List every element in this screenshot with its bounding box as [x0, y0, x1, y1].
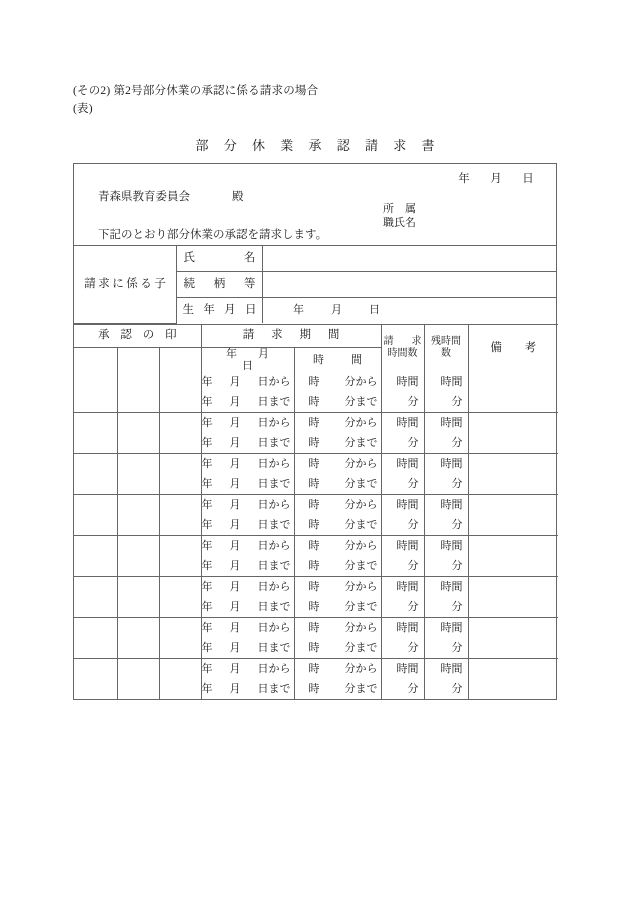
- period-time-from: 時 分から: [308, 662, 378, 675]
- form-frame: [73, 163, 557, 700]
- remaining-hours-unit: 時間: [440, 580, 463, 593]
- child-info-table: [74, 246, 556, 324]
- request-hours-cell[interactable]: [381, 576, 424, 617]
- child-relation-value[interactable]: [263, 272, 557, 298]
- approval-seal-cell-2[interactable]: [117, 658, 159, 699]
- approval-seal-slot-1-header: [74, 347, 117, 372]
- period-time-cell[interactable]: [294, 494, 381, 535]
- approval-seal-slot-2-header: [117, 347, 159, 372]
- period-date-cell[interactable]: [201, 576, 294, 617]
- child-birthdate-label: 生年月日: [177, 298, 263, 324]
- remaining-minutes-unit: 分: [451, 641, 463, 654]
- period-time-from: 時 分から: [308, 580, 378, 593]
- remaining-minutes-unit: 分: [451, 559, 463, 572]
- approval-seal-cell-3[interactable]: [159, 658, 201, 699]
- remaining-minutes-unit: 分: [451, 600, 463, 613]
- approval-seal-cell-1[interactable]: [74, 372, 117, 413]
- remaining-minutes-unit: 分: [451, 682, 463, 695]
- period-time-to: 時 分まで: [308, 436, 378, 449]
- period-date-to: 年 月 日まで: [201, 641, 291, 654]
- request-rows-body: [74, 372, 558, 699]
- child-section-label: 請求に係る子: [74, 246, 177, 323]
- submission-date-year: 年: [458, 173, 470, 185]
- affiliation-label: 所 属: [383, 203, 416, 215]
- approval-seal-cell-2[interactable]: [117, 576, 159, 617]
- remaining-hours-cell[interactable]: [424, 617, 468, 658]
- approval-seal-cell-1[interactable]: [74, 617, 117, 658]
- remaining-minutes-unit: 分: [451, 395, 463, 408]
- period-time-cell[interactable]: [294, 372, 381, 413]
- period-time-to: 時 分まで: [308, 395, 378, 408]
- remaining-hours-unit: 時間: [440, 539, 463, 552]
- period-time-cell[interactable]: [294, 535, 381, 576]
- addressee-honorific: 殿: [232, 191, 244, 203]
- request-hours-cell[interactable]: [381, 535, 424, 576]
- col-header-approval-seal: 承 認 の 印: [97, 329, 181, 342]
- request-hours-unit: 時間: [396, 457, 419, 470]
- remaining-hours-cell[interactable]: [424, 658, 468, 699]
- period-time-from: 時 分から: [308, 375, 378, 388]
- remarks-cell[interactable]: [468, 453, 558, 494]
- approval-seal-cell-1[interactable]: [74, 535, 117, 576]
- col-header-remarks: 備 考: [468, 324, 558, 372]
- remarks-cell[interactable]: [468, 576, 558, 617]
- request-statement: 下記のとおり部分休業の承認を請求します。: [98, 229, 328, 241]
- remarks-cell[interactable]: [468, 535, 558, 576]
- period-date-from: 年 月 日から: [201, 498, 291, 511]
- request-hours-cell[interactable]: [381, 412, 424, 453]
- period-date-to: 年 月 日まで: [201, 518, 291, 531]
- request-minutes-unit: 分: [407, 641, 419, 654]
- request-hours-unit: 時間: [396, 580, 419, 593]
- table-row: [74, 412, 558, 453]
- approval-seal-cell-1[interactable]: [74, 576, 117, 617]
- period-date-cell[interactable]: [201, 372, 294, 413]
- child-birth-year: 年: [293, 304, 304, 317]
- addressee-line: [98, 188, 244, 204]
- applicant-block: [383, 202, 416, 230]
- period-date-from: 年 月 日から: [201, 416, 291, 429]
- table-row: [74, 535, 558, 576]
- remaining-hours-unit: 時間: [440, 375, 463, 388]
- table-row: [74, 576, 558, 617]
- remaining-hours-cell[interactable]: [424, 412, 468, 453]
- period-date-to: 年 月 日まで: [201, 436, 291, 449]
- approval-seal-cell-2[interactable]: [117, 412, 159, 453]
- child-relation-label: 続柄等: [177, 272, 263, 298]
- period-date-from: 年 月 日から: [201, 662, 291, 675]
- request-hours-cell[interactable]: [381, 658, 424, 699]
- approval-seal-cell-3[interactable]: [159, 535, 201, 576]
- period-time-from: 時 分から: [308, 621, 378, 634]
- period-time-cell[interactable]: [294, 576, 381, 617]
- col-header-request-period: 請 求 期 間: [201, 324, 381, 347]
- period-date-from: 年 月 日から: [201, 375, 291, 388]
- table-row: [74, 372, 558, 413]
- child-birth-month: 月: [331, 304, 342, 317]
- approval-seal-cell-2[interactable]: [117, 535, 159, 576]
- period-date-from: 年 月 日から: [201, 621, 291, 634]
- period-time-cell[interactable]: [294, 412, 381, 453]
- request-minutes-unit: 分: [407, 600, 419, 613]
- request-hours-unit: 時間: [396, 375, 419, 388]
- request-hours-cell[interactable]: [381, 617, 424, 658]
- job-and-name-label: 職氏名: [383, 217, 416, 229]
- col-header-remaining-hours: 残時間 数: [424, 324, 468, 372]
- approval-seal-cell-3[interactable]: [159, 372, 201, 413]
- remaining-hours-cell[interactable]: [424, 576, 468, 617]
- remaining-minutes-unit: 分: [451, 518, 463, 531]
- period-date-cell[interactable]: [201, 494, 294, 535]
- approval-seal-cell-2[interactable]: [117, 494, 159, 535]
- approval-seal-cell-2[interactable]: [117, 453, 159, 494]
- period-date-from: 年 月 日から: [201, 457, 291, 470]
- period-date-cell[interactable]: [201, 658, 294, 699]
- remaining-hours-unit: 時間: [440, 498, 463, 511]
- col-header-request-hours: 請 求 時間数: [381, 324, 424, 372]
- approval-seal-cell-3[interactable]: [159, 412, 201, 453]
- request-hours-unit: 時間: [396, 621, 419, 634]
- remaining-hours-cell[interactable]: [424, 372, 468, 413]
- request-minutes-unit: 分: [407, 559, 419, 572]
- period-time-from: 時 分から: [308, 416, 378, 429]
- table-row: [74, 453, 558, 494]
- period-date-cell[interactable]: [201, 453, 294, 494]
- period-time-to: 時 分まで: [308, 518, 378, 531]
- request-hours-cell[interactable]: [381, 372, 424, 413]
- submission-date-month: 月: [490, 173, 502, 185]
- approval-seal-cell-3[interactable]: [159, 576, 201, 617]
- submission-date-line: [448, 170, 544, 186]
- approval-seal-cell-3[interactable]: [159, 494, 201, 535]
- period-time-from: 時 分から: [308, 539, 378, 552]
- remarks-cell[interactable]: [468, 372, 558, 413]
- period-date-from: 年 月 日から: [201, 580, 291, 593]
- remaining-hours-cell[interactable]: [424, 494, 468, 535]
- form-header-block: [74, 164, 556, 246]
- remaining-hours-unit: 時間: [440, 662, 463, 675]
- request-hours-unit: 時間: [396, 416, 419, 429]
- approval-seal-cell-1[interactable]: [74, 494, 117, 535]
- period-time-to: 時 分まで: [308, 559, 378, 572]
- child-birth-day: 日: [369, 304, 380, 317]
- period-time-cell[interactable]: [294, 658, 381, 699]
- table-row: [74, 658, 558, 699]
- remarks-cell[interactable]: [468, 412, 558, 453]
- period-date-from: 年 月 日から: [201, 539, 291, 552]
- remaining-hours-unit: 時間: [440, 416, 463, 429]
- col-header-period-time: 時 間: [294, 347, 381, 372]
- request-hours-unit: 時間: [396, 498, 419, 511]
- approval-seal-cell-2[interactable]: [117, 372, 159, 413]
- approval-seal-slot-3-header: [159, 347, 201, 372]
- table-row: [74, 617, 558, 658]
- remarks-cell[interactable]: [468, 617, 558, 658]
- remarks-cell[interactable]: [468, 494, 558, 535]
- request-hours-cell[interactable]: [381, 494, 424, 535]
- form-variant-caption-line1: (その2) 第2号部分休業の承認に係る請求の場合: [73, 85, 319, 97]
- approval-seal-cell-1[interactable]: [74, 412, 117, 453]
- table-header-row-1: [74, 324, 558, 347]
- table-row: [74, 494, 558, 535]
- child-name-label: 氏名: [177, 246, 263, 272]
- period-time-to: 時 分まで: [308, 641, 378, 654]
- approval-seal-cell-1[interactable]: [74, 453, 117, 494]
- col-header-period-date: 年 月日: [201, 347, 294, 372]
- child-name-value[interactable]: [263, 246, 557, 272]
- period-date-to: 年 月 日まで: [201, 477, 291, 490]
- form-variant-caption-line2: (表): [73, 103, 93, 115]
- period-date-cell[interactable]: [201, 412, 294, 453]
- period-date-to: 年 月 日まで: [201, 395, 291, 408]
- approval-seal-cell-2[interactable]: [117, 617, 159, 658]
- approval-seal-cell-1[interactable]: [74, 658, 117, 699]
- period-date-cell[interactable]: [201, 617, 294, 658]
- period-time-to: 時 分まで: [308, 600, 378, 613]
- table-row: [74, 246, 556, 272]
- request-minutes-unit: 分: [407, 395, 419, 408]
- period-time-to: 時 分まで: [308, 682, 378, 695]
- period-date-to: 年 月 日まで: [201, 682, 291, 695]
- remaining-hours-cell[interactable]: [424, 535, 468, 576]
- request-hours-unit: 時間: [396, 662, 419, 675]
- request-minutes-unit: 分: [407, 518, 419, 531]
- approval-seal-cell-3[interactable]: [159, 617, 201, 658]
- period-date-cell[interactable]: [201, 535, 294, 576]
- request-hours-unit: 時間: [396, 539, 419, 552]
- remaining-hours-unit: 時間: [440, 621, 463, 634]
- request-hours-cell[interactable]: [381, 453, 424, 494]
- remaining-minutes-unit: 分: [451, 477, 463, 490]
- period-date-to: 年 月 日まで: [201, 559, 291, 572]
- period-time-from: 時 分から: [308, 498, 378, 511]
- request-minutes-unit: 分: [407, 477, 419, 490]
- period-time-from: 時 分から: [308, 457, 378, 470]
- request-minutes-unit: 分: [407, 682, 419, 695]
- remaining-minutes-unit: 分: [451, 436, 463, 449]
- submission-date-day: 日: [522, 173, 534, 185]
- addressee-name: 青森県教育委員会: [98, 191, 190, 203]
- request-minutes-unit: 分: [407, 436, 419, 449]
- document-title: 部 分 休 業 承 認 請 求 書: [195, 138, 441, 153]
- remarks-cell[interactable]: [468, 658, 558, 699]
- period-date-to: 年 月 日まで: [201, 600, 291, 613]
- period-time-cell[interactable]: [294, 617, 381, 658]
- child-birthdate-value[interactable]: [263, 298, 557, 324]
- request-period-table: [74, 324, 558, 699]
- period-time-to: 時 分まで: [308, 477, 378, 490]
- remaining-hours-cell[interactable]: [424, 453, 468, 494]
- period-time-cell[interactable]: [294, 453, 381, 494]
- remaining-hours-unit: 時間: [440, 457, 463, 470]
- approval-seal-cell-3[interactable]: [159, 453, 201, 494]
